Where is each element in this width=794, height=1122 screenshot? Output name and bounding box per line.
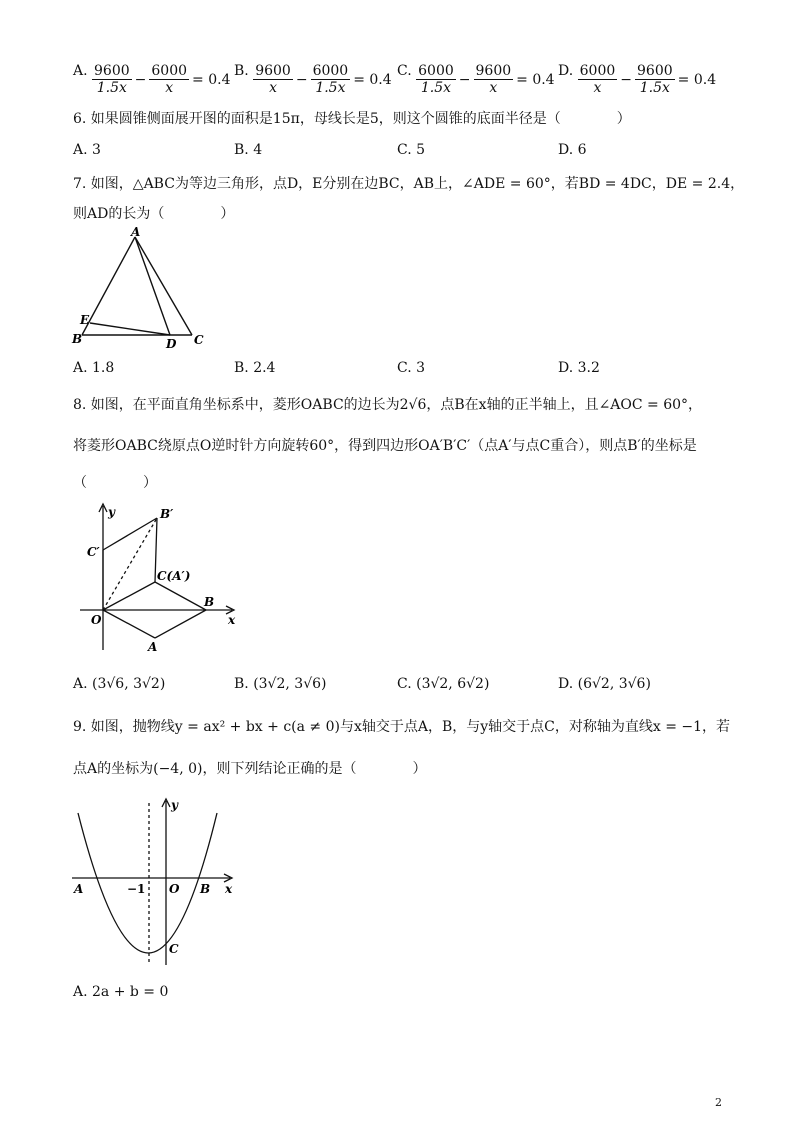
q5-option-d: D. $\frac{6000}{x}$ − $\frac{9600}{1.5x}$ = 0.4 — [558, 63, 717, 96]
q9-label-c: C — [169, 942, 179, 956]
q6-option-c: C. 5 — [397, 142, 426, 158]
q9-label-y: y — [171, 798, 178, 812]
q8-option-c: C. (3√2, 6√2) — [397, 676, 490, 692]
q7-segment-ad — [135, 237, 170, 335]
q8-rhombus-figure — [80, 502, 250, 657]
q7-label-d: D — [166, 337, 177, 350]
q7-option-a: A. 1.8 — [73, 360, 115, 376]
q8-label-b: B — [204, 595, 215, 609]
q5-option-a: A. $\frac{9600}{1.5x}$ − $\frac{6000}{x}$ = 0.4 — [73, 63, 231, 96]
q9-question-line1: 9. 如图，抛物线y = ax² + bx + c(a ≠ 0)与x轴交于点A，B，与y轴交于点C，对称轴为直线x = −1，若 — [73, 719, 731, 735]
q7-option-d: D. 3.2 — [558, 360, 600, 376]
q9-parabola-figure — [70, 795, 240, 970]
q8-side-oa — [103, 610, 155, 638]
q8-label-c-prime: C′ — [87, 545, 100, 559]
q8-dashed-ob-prime — [103, 518, 157, 610]
q8-side-ab — [155, 610, 206, 638]
q9-option-a: A. 2a + b = 0 — [73, 984, 169, 1000]
q7-segment-de — [90, 323, 170, 335]
q7-label-a: A — [131, 225, 141, 239]
q7-question-line2: 则AD的长为（ ） — [73, 206, 235, 222]
q8-option-d: D. (6√2, 3√6) — [558, 676, 651, 692]
q7-side-ac — [135, 237, 192, 335]
q9-label-x: x — [225, 882, 233, 896]
q8-label-b-prime: B′ — [160, 507, 174, 521]
q7-option-b: B. 2.4 — [234, 360, 276, 376]
q7-side-ab — [82, 237, 135, 335]
q6-option-a: A. 3 — [73, 142, 101, 158]
q9-label-b: B — [200, 882, 211, 896]
q9-label-minus-one: −1 — [127, 882, 146, 896]
q6-question: 6. 如果圆锥侧面展开图的面积是15π，母线长是5，则这个圆锥的底面半径是（ ） — [73, 111, 631, 127]
q7-triangle-figure — [70, 225, 210, 350]
q9-label-a: A — [74, 882, 84, 896]
q7-question-line1: 7. 如图，△ABC为等边三角形，点D，E分别在边BC，AB上，∠ADE = 60°，若BD = 4DC，DE = 2.4， — [73, 176, 745, 192]
q8-question-line2: 将菱形OABC绕原点O逆时针方向旋转60°，得到四边形OA′B′C′（点A′与点C重合），则点B′的坐标是 — [73, 438, 697, 454]
q8-label-c-a-prime: C(A′) — [157, 569, 191, 583]
q7-label-c: C — [194, 333, 204, 347]
q9-label-o: O — [169, 882, 180, 896]
q8-side-oc — [103, 582, 155, 610]
q6-option-d: D. 6 — [558, 142, 587, 158]
q8-option-b: B. (3√2, 3√6) — [234, 676, 327, 692]
q9-parabola-curve — [78, 813, 217, 953]
q7-label-b: B — [72, 332, 83, 346]
q8-option-a: A. (3√6, 3√2) — [73, 676, 166, 692]
q8-label-x: x — [228, 613, 236, 627]
q9-question-line2: 点A的坐标为(−4, 0)，则下列结论正确的是（ ） — [73, 761, 427, 777]
q8-question-line1: 8. 如图，在平面直角坐标系中，菱形OABC的边长为2√6，点B在x轴的正半轴上，且∠AOC = 60°， — [73, 397, 703, 413]
q8-side-cb — [155, 582, 206, 610]
page-number: 2 — [715, 1096, 722, 1109]
q5-option-b: B. $\frac{9600}{x}$ − $\frac{6000}{1.5x}$ = 0.4 — [234, 63, 392, 96]
q8-question-line3: （ ） — [73, 475, 157, 491]
q8-side-cprime-bprime — [103, 518, 157, 550]
q7-option-c: C. 3 — [397, 360, 426, 376]
q5-option-c: C. $\frac{6000}{1.5x}$ − $\frac{9600}{x}$ = 0.4 — [397, 63, 555, 96]
q8-label-a: A — [148, 640, 158, 654]
q8-label-y: y — [108, 505, 115, 519]
q7-label-e: E — [80, 313, 90, 327]
q6-option-b: B. 4 — [234, 142, 263, 158]
q8-label-o: O — [91, 613, 102, 627]
